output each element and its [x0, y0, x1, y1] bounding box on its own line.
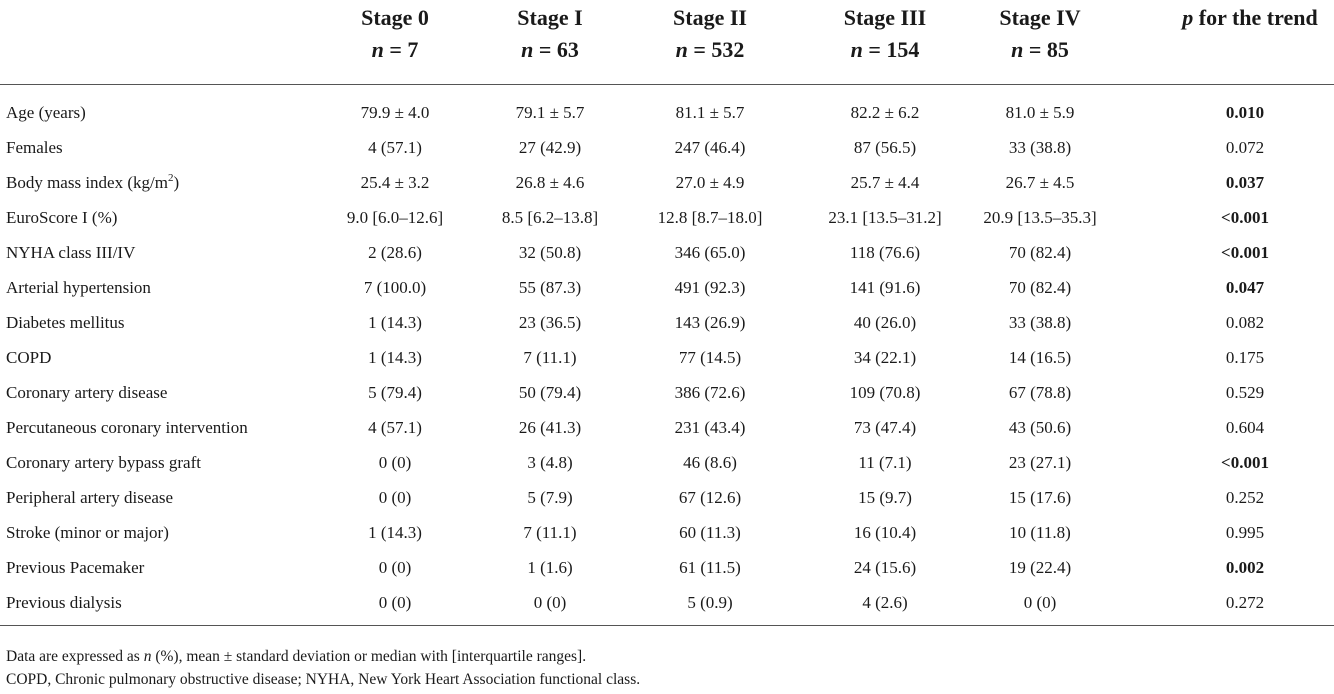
cell-stage-4: 14 (16.5): [1008, 348, 1072, 367]
row-label: Arterial hypertension: [6, 278, 151, 297]
header-stage-0: [320, 2, 470, 66]
cell-stage-0: 79.9 ± 4.0: [360, 103, 430, 122]
cell-stage-2: 247 (46.4): [674, 138, 746, 157]
row-label: Peripheral artery disease: [6, 488, 174, 507]
cell-stage-0: 25.4 ± 3.2: [360, 173, 430, 192]
table-row: [0, 165, 1334, 200]
cell-p-trend: <0.001: [1221, 208, 1269, 227]
cell-stage-0: 0 (0): [378, 488, 412, 507]
header-rule: [0, 84, 1334, 85]
cell-stage-1: 0 (0): [533, 593, 567, 612]
cell-stage-4: 15 (17.6): [1008, 488, 1072, 507]
cell-stage-4: 26.7 ± 4.5: [1005, 173, 1075, 192]
cell-stage-4: 70 (82.4): [1008, 278, 1072, 297]
cell-stage-3: 40 (26.0): [853, 313, 917, 332]
table-row: [0, 340, 1334, 375]
footnote-data-format: Data are expressed as n (%), mean ± standard deviation or median with [interquartile ranges].: [6, 648, 587, 665]
cell-p-trend: 0.082: [1225, 313, 1265, 332]
row-label: NYHA class III/IV: [6, 243, 136, 262]
cell-stage-2: 491 (92.3): [674, 278, 746, 297]
cell-p-trend: 0.175: [1225, 348, 1265, 367]
row-label: Body mass index $(kg/m^2)$: [6, 172, 180, 192]
header-n-count: n = 154: [850, 37, 920, 62]
table-row: [0, 445, 1334, 480]
cell-stage-3: 73 (47.4): [853, 418, 917, 437]
cell-stage-0: 7 (100.0): [363, 278, 427, 297]
row-label: Diabetes mellitus: [6, 313, 125, 332]
cell-stage-0: 0 (0): [378, 558, 412, 577]
cell-stage-3: 34 (22.1): [853, 348, 917, 367]
header-stage-3: [810, 2, 960, 66]
cell-p-trend: 0.002: [1225, 558, 1265, 577]
header-n-count: n = 85: [1011, 37, 1069, 62]
cell-stage-0: 1 (14.3): [368, 348, 422, 367]
cell-p-trend: <0.001: [1221, 243, 1269, 262]
cell-stage-1: 5 (7.9): [527, 488, 573, 507]
cell-stage-4: 67 (78.8): [1008, 383, 1072, 402]
footer-rule: [0, 625, 1334, 626]
cell-stage-2: 67 (12.6): [678, 488, 742, 507]
cell-stage-3: 118 (76.6): [849, 243, 921, 262]
footnote-abbreviations: COPD, Chronic pulmonary obstructive disease; NYHA, New York Heart Association functional class.: [6, 671, 641, 688]
table-row: [0, 515, 1334, 550]
table-row: [0, 375, 1334, 410]
cell-p-trend: 0.047: [1225, 278, 1265, 297]
cell-stage-1: 1 (1.6): [527, 558, 573, 577]
header-n-count: n = 7: [371, 37, 419, 62]
header-stage-label: Stage 0: [361, 5, 429, 30]
cell-stage-4: 70 (82.4): [1008, 243, 1072, 262]
cell-stage-4: 10 (11.8): [1009, 523, 1071, 542]
cell-stage-4: 19 (22.4): [1008, 558, 1072, 577]
header-stage-label: Stage IV: [999, 5, 1081, 30]
cell-stage-0: 5 (79.4): [368, 383, 422, 402]
cell-stage-3: 4 (2.6): [862, 593, 908, 612]
cell-stage-0: 0 (0): [378, 593, 412, 612]
cell-stage-3: 82.2 ± 6.2: [850, 103, 920, 122]
cell-p-trend: 0.252: [1225, 488, 1265, 507]
cell-stage-4: 43 (50.6): [1008, 418, 1072, 437]
cell-stage-1: 55 (87.3): [518, 278, 582, 297]
table-header: [0, 0, 1334, 82]
cell-p-trend: 0.604: [1225, 418, 1265, 437]
header-stage-label: Stage II: [673, 5, 747, 30]
table-row: [0, 585, 1334, 620]
cell-stage-3: 141 (91.6): [849, 278, 921, 297]
cell-stage-2: 346 (65.0): [674, 243, 746, 262]
cell-stage-3: 24 (15.6): [853, 558, 917, 577]
row-label: Previous Pacemaker: [6, 558, 145, 577]
cell-stage-3: 25.7 ± 4.4: [850, 173, 920, 192]
row-label: COPD: [6, 348, 52, 367]
header-stage-label: Stage I: [517, 5, 583, 30]
cell-stage-1: 50 (79.4): [518, 383, 582, 402]
cell-stage-3: 109 (70.8): [849, 383, 921, 402]
cell-stage-1: 3 (4.8): [527, 453, 573, 472]
cell-p-trend: <0.001: [1221, 453, 1269, 472]
cell-p-trend: 0.037: [1225, 173, 1265, 192]
cell-stage-4: 0 (0): [1023, 593, 1057, 612]
cell-stage-3: 16 (10.4): [853, 523, 917, 542]
cell-stage-1: 32 (50.8): [518, 243, 582, 262]
cell-stage-0: 4 (57.1): [368, 418, 422, 437]
cell-stage-2: 61 (11.5): [679, 558, 741, 577]
table-row: [0, 130, 1334, 165]
row-label: Previous dialysis: [6, 593, 122, 612]
cell-stage-0: 1 (14.3): [368, 313, 422, 332]
cell-stage-2: 5 (0.9): [687, 593, 733, 612]
cell-stage-1: 26 (41.3): [518, 418, 582, 437]
row-label: Age (years): [6, 103, 86, 122]
cell-stage-2: 12.8 [8.7–18.0]: [657, 208, 763, 227]
cell-stage-1: 26.8 ± 4.6: [515, 173, 585, 192]
cell-stage-3: 15 (9.7): [858, 488, 912, 507]
row-label: EuroScore I (%): [6, 208, 118, 227]
table-row: [0, 480, 1334, 515]
header-stage-1: [475, 2, 625, 66]
cell-p-trend: 0.010: [1225, 103, 1265, 122]
cell-stage-1: 7 (11.1): [523, 523, 577, 542]
header-n-count: n = 63: [521, 37, 579, 62]
header-stage-2: [635, 2, 785, 66]
table-row: [0, 235, 1334, 270]
cell-stage-1: 23 (36.5): [518, 313, 582, 332]
cell-stage-2: 231 (43.4): [674, 418, 746, 437]
cell-stage-4: 23 (27.1): [1008, 453, 1072, 472]
table-row: [0, 200, 1334, 235]
cell-stage-3: 11 (7.1): [858, 453, 912, 472]
cell-stage-4: 33 (38.8): [1008, 138, 1072, 157]
cell-stage-2: 27.0 ± 4.9: [675, 173, 745, 192]
row-label: Females: [6, 138, 63, 157]
cell-stage-2: 60 (11.3): [679, 523, 741, 542]
cell-stage-0: 0 (0): [378, 453, 412, 472]
table-row: [0, 550, 1334, 585]
cell-stage-2: 386 (72.6): [674, 383, 746, 402]
header-stage-4: [965, 2, 1115, 66]
cell-stage-2: 77 (14.5): [678, 348, 742, 367]
cell-stage-4: 20.9 [13.5–35.3]: [983, 208, 1097, 227]
row-label: Stroke (minor or major): [6, 523, 169, 542]
cell-stage-1: 27 (42.9): [518, 138, 582, 157]
cell-stage-2: 46 (8.6): [683, 453, 737, 472]
header-stage-label: Stage III: [843, 5, 927, 30]
cell-p-trend: 0.529: [1225, 383, 1265, 402]
row-label: Coronary artery bypass graft: [6, 453, 201, 472]
cell-stage-2: 143 (26.9): [674, 313, 746, 332]
cell-stage-2: 81.1 ± 5.7: [675, 103, 745, 122]
cell-stage-0: 1 (14.3): [368, 523, 422, 542]
cell-stage-1: 7 (11.1): [523, 348, 577, 367]
cell-stage-3: 23.1 [13.5–31.2]: [828, 208, 942, 227]
row-label: Coronary artery disease: [6, 383, 168, 402]
cell-stage-3: 87 (56.5): [853, 138, 917, 157]
table-row: [0, 270, 1334, 305]
table-row: [0, 95, 1334, 130]
cell-stage-4: 33 (38.8): [1008, 313, 1072, 332]
table-row: [0, 410, 1334, 445]
cell-p-trend: 0.072: [1225, 138, 1265, 157]
cell-p-trend: 0.995: [1225, 523, 1265, 542]
table-row: [0, 305, 1334, 340]
cell-stage-0: 9.0 [6.0–12.6]: [346, 208, 444, 227]
row-label: Percutaneous coronary intervention: [6, 418, 248, 437]
cell-stage-0: 4 (57.1): [368, 138, 422, 157]
cell-stage-1: 79.1 ± 5.7: [515, 103, 585, 122]
cell-p-trend: 0.272: [1225, 593, 1265, 612]
cell-stage-4: 81.0 ± 5.9: [1005, 103, 1075, 122]
cell-stage-0: 2 (28.6): [368, 243, 422, 262]
header-n-count: n = 532: [675, 37, 745, 62]
cell-stage-1: 8.5 [6.2–13.8]: [501, 208, 599, 227]
header-p-trend: p for the trend: [1182, 5, 1318, 30]
